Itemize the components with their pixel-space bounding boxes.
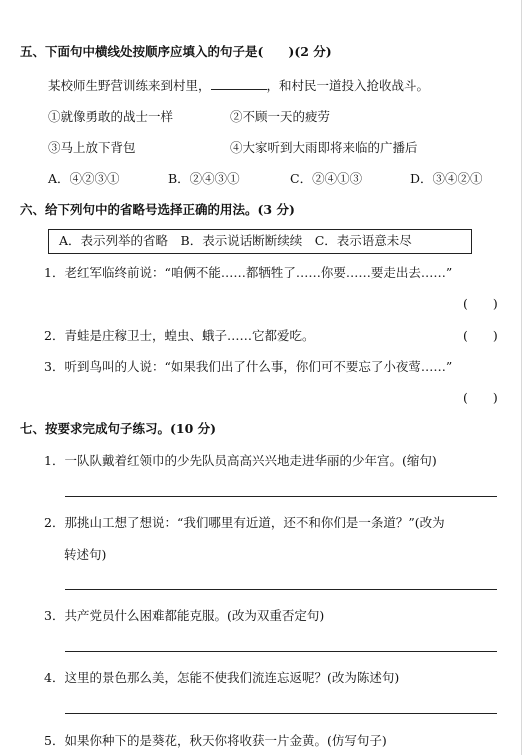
section5-heading: 五、下面句中横线处按顺序应填入的句子是( )(2 分) <box>20 44 332 59</box>
s6-question-2: 2．青蛙是庄稼卫士，蝗虫、蛾子……它都爱吃。 <box>44 328 315 343</box>
s7-question-5: 5．如果你种下的是葵花，秋天你将收获一片金黄。(仿写句子) <box>44 733 387 748</box>
option-1: ①就像勇敢的战士一样 <box>48 109 174 124</box>
fill-blank[interactable] <box>211 77 267 90</box>
section7-heading: 七、按要求完成句子练习。(10 分) <box>20 421 217 436</box>
s6-question-3: 3．听到鸟叫的人说：“如果我们出了什么事，你们可不要忘了小夜莺……” <box>44 359 453 374</box>
section5-sentence <box>48 77 429 94</box>
section6-heading: 六、给下列句中的省略号选择正确的用法。(3 分) <box>20 202 295 217</box>
answer-line-3[interactable] <box>65 651 497 652</box>
s7-question-2-line1: 2．那挑山工想了想说：“我们哪里有近道，还不和你们是一条道？”(改为 <box>44 515 445 530</box>
answer-line-4[interactable] <box>65 713 497 714</box>
answer-line-2[interactable] <box>65 589 497 590</box>
s7-question-1: 1．一队队戴着红领巾的少先队员高高兴兴地走进华丽的少年宫。(缩句) <box>44 453 437 468</box>
answer-line-1[interactable] <box>65 496 497 497</box>
option-4: ④大家听到大雨即将来临的广播后 <box>230 140 418 155</box>
option-2: ②不顾一天的疲劳 <box>230 109 331 124</box>
s7-question-2-line2: 转述句) <box>64 547 107 562</box>
choice-c[interactable]: C．②④①③ <box>290 171 363 186</box>
options-box <box>48 229 472 254</box>
options-text: A．表示列举的省略 B．表示说话断断续续 C．表示语意未尽 <box>59 233 412 248</box>
page-edge <box>521 0 522 755</box>
choice-b[interactable]: B．②④③① <box>168 171 240 186</box>
s7-question-4: 4．这里的景色那么美，怎能不使我们流连忘返呢？(改为陈述句) <box>44 670 400 685</box>
s7-question-3: 3．共产党员什么困难都能克服。(改为双重否定句) <box>44 608 325 623</box>
s6-question-1: 1．老红军临终前说：“咱俩不能……都牺牲了……你要……要走出去……” <box>44 265 453 280</box>
sentence-before: 某校师生野营训练来到村里， <box>48 78 211 93</box>
s6-answer-3[interactable]: ( ) <box>463 390 498 405</box>
s6-answer-2[interactable]: ( ) <box>463 328 498 343</box>
choice-d[interactable]: D．③④②① <box>410 171 483 186</box>
choice-a[interactable]: A．④②③① <box>48 171 120 186</box>
s6-answer-1[interactable]: ( ) <box>463 296 498 311</box>
sentence-after: ，和村民一道投入抢收战斗。 <box>266 78 430 93</box>
option-3: ③马上放下背包 <box>48 140 136 155</box>
